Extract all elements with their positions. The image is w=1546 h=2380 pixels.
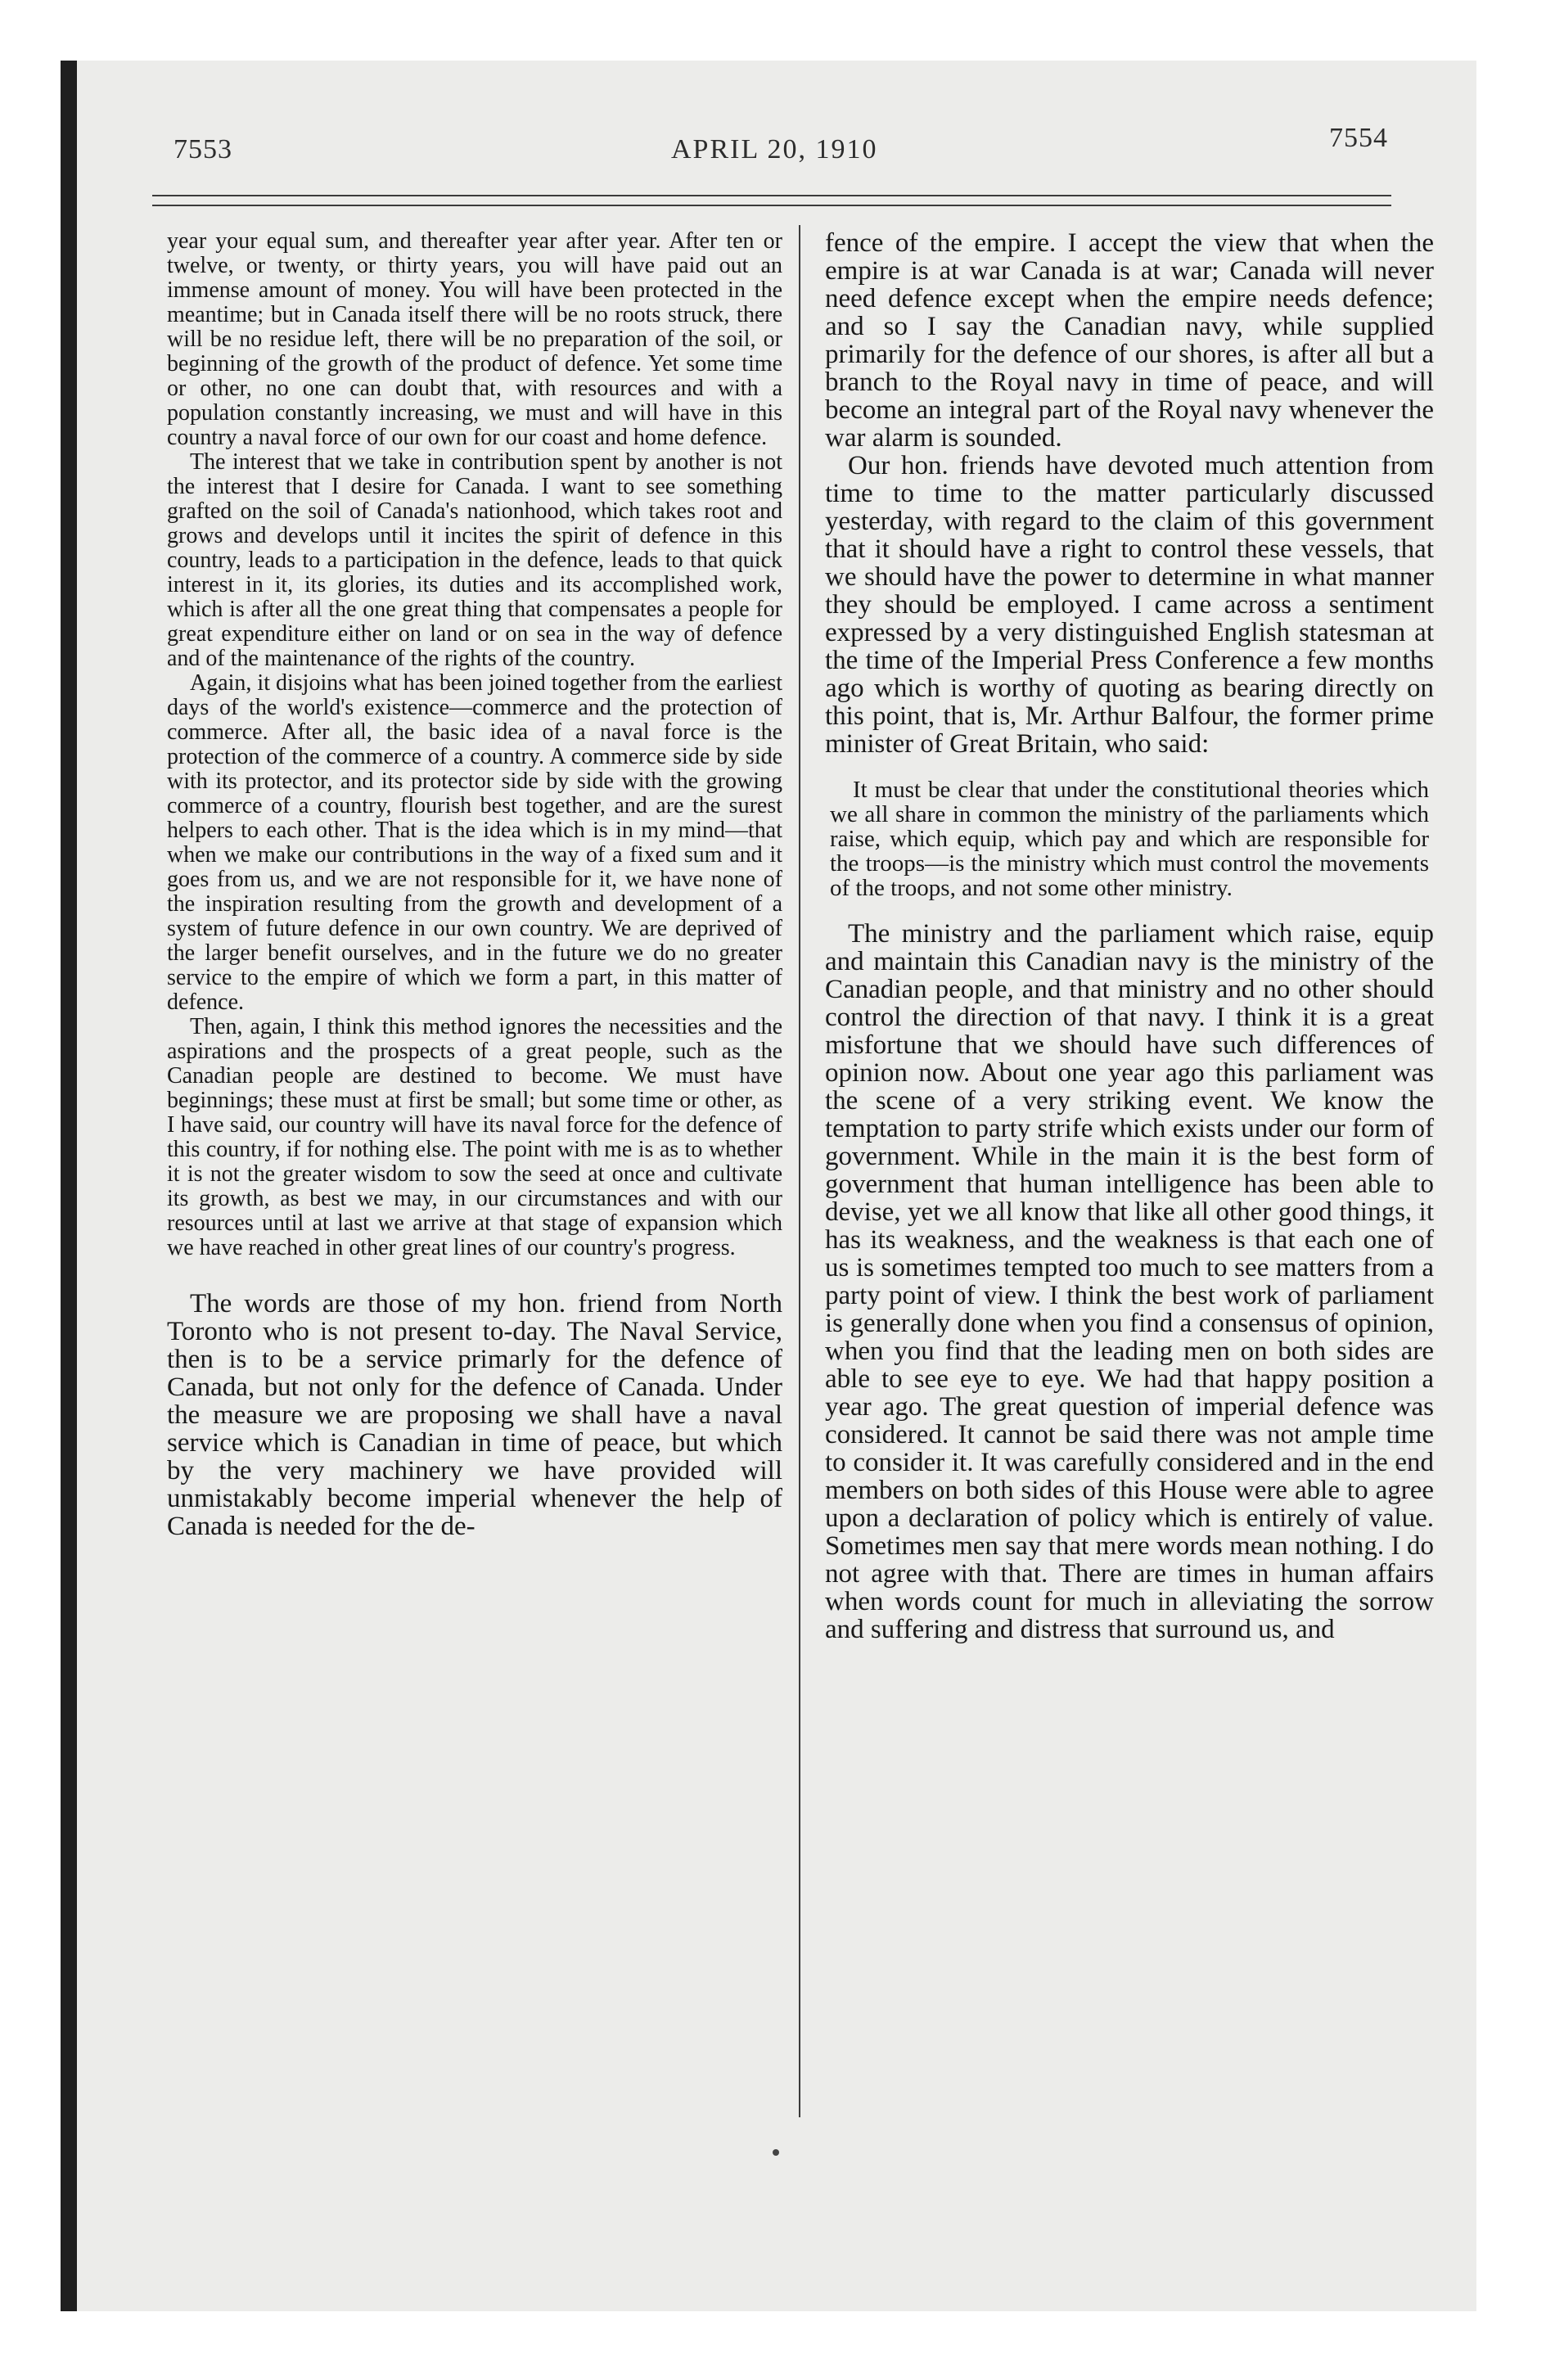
right-paragraph-3: The ministry and the parliament which raise, equip and maintain this Canadian navy is the ministry of the Canadian people, and that ministry and no other should control the direction of that navy. I think it is a great misfortune that we should have such differences of opinion now. About one year ago this parliament was the scene of a very striking event. We know the temptation to party strife which exists under our form of government. While in the main it is the best form of government that human intelligence has been able to devise, yet we all know that like all other good things, it has its weakness, and the weakness is that each one of us is sometimes tempted too much to see matters from a party point of view. I think the best work of parliament is generally done when you find a consensus of opinion, when you find that the leading men on both sides are able to see eye to eye. We had that happy position a year ago. The great question of imperial defence was considered. It cannot be said there was not ample time to consider it. It was carefully considered and in the end members on both sides of this House were able to agree upon a declaration of policy which is entirely of value. Sometimes men say that mere words mean nothing. I do not agree with that. There are times in human affairs when words count for much in alleviating the sorrow and suffering and distress that surround us, and xyxy=(825,919,1434,1644)
left-paragraph-spacer xyxy=(167,1260,782,1290)
left-paragraph-4: Then, again, I think this method ignores the necessities and the aspirations and the prospects of a great people, such as the Canadian people are destined to become. We must have beginnings; these must at first be small; but some time or other, as I have said, our country will have its naval force for the defence of this country, if for nothing else. The point with me is as to whether it is not the greater wisdom to sow the seed at once and cultivate its growth, as best we may, in our circumstances and with our resources until at last we arrive at that stage of expansion which we have reached in other great lines of our country's progress. xyxy=(167,1014,782,1260)
left-paragraph-3: Again, it disjoins what has been joined together from the earliest days of the world's existence—commerce and the protection of commerce. After all, the basic idea of a naval force is the protection of the commerce of a country. A commerce side by side with its protector, and its protector side by side with the growing commerce of a country, flourish best together, and are the surest helpers to each other. That is the idea which is in my mind—that when we make our contributions in the way of a fixed sum and it goes from us, and we are not responsible for it, we have none of the inspiration resulting from the growth and development of a system of future defence in our own country. We are deprived of the larger benefit ourselves, and in the future we do no greater service to the empire of which we form a part, in this matter of defence. xyxy=(167,670,782,1015)
header-rule-top xyxy=(152,195,1391,196)
page-date-header: APRIL 20, 1910 xyxy=(671,134,878,165)
left-continuation-paragraph: The words are those of my hon. friend from North Toronto who is not present to-day. The Naval Service, then is to be a service primarly for the defence of Canada, but not only for the defence of Canada. Under the measure we are proposing we shall have a naval service which is Canadian in time of peace, but which by the very machinery we have provided will unmistakably become imperial whenever the help of Canada is needed for the de- xyxy=(167,1289,782,1541)
left-page-number: 7553 xyxy=(174,134,232,165)
left-paragraph-2: The interest that we take in contribution spent by another is not the interest that I desire for Canada. I want to see something grafted on the soil of Canada's nationhood, which takes root and grows and develops until it incites the spirit of defence in this country, leads to a participation in the defence, leads to that quick interest in it, its glories, its duties and its accomplished work, which is after all the one great thing that compensates a people for great expenditure either on land or on sea in the way of defence and of the maintenance of the rights of the country. xyxy=(167,449,782,671)
left-column xyxy=(167,229,782,1540)
column-divider xyxy=(799,225,800,2117)
page-bottom-dot xyxy=(773,2149,779,2156)
right-paragraph-1: fence of the empire. I accept the view that when the empire is at war Canada is at war; Canada will never need defence except when the empire needs defence; and so I say the Canadian navy, while supplied primarily for the defence of our shores, is after all but a branch to the Royal navy in time of peace, and will become an integral part of the Royal navy whenever the war alarm is sounded. xyxy=(825,228,1434,453)
right-page-number: 7554 xyxy=(1329,123,1388,153)
right-paragraph-2: Our hon. friends have devoted much attention from time to time to the matter particularly discussed yesterday, with regard to the claim of this government that it should have a right to control these vessels, that we should have the power to determine in what manner they should be employed. I came across a sentiment expressed by a very distinguished English statesman at the time of the Imperial Press Conference a few months ago which is worthy of quoting as bearing directly on this point, that is, Mr. Arthur Balfour, the former prime minister of Great Britain, who said: xyxy=(825,451,1434,759)
header-rule-bottom xyxy=(152,205,1391,206)
balfour-quote: It must be clear that under the constitutional theories which we all share in common the ministry of the parliaments which raise, which equip, which pay and which are responsible for the troops—is the ministry which must control the movements of the troops, and not some other ministry. xyxy=(830,777,1429,901)
left-paragraph-1: year your equal sum, and thereafter year after year. After ten or twelve, or twenty, or thirty years, you will have paid out an immense amount of money. You will have been protected in the meantime; but in Canada itself there will be no roots struck, there will be no residue left, there will be no preparation of the soil, or beginning of the growth of the product of defence. Yet some time or other, no one can doubt that, with resources and with a population constantly increasing, we must and will have in this country a naval force of our own for our coast and home defence. xyxy=(167,228,782,450)
right-column xyxy=(825,229,1434,1643)
